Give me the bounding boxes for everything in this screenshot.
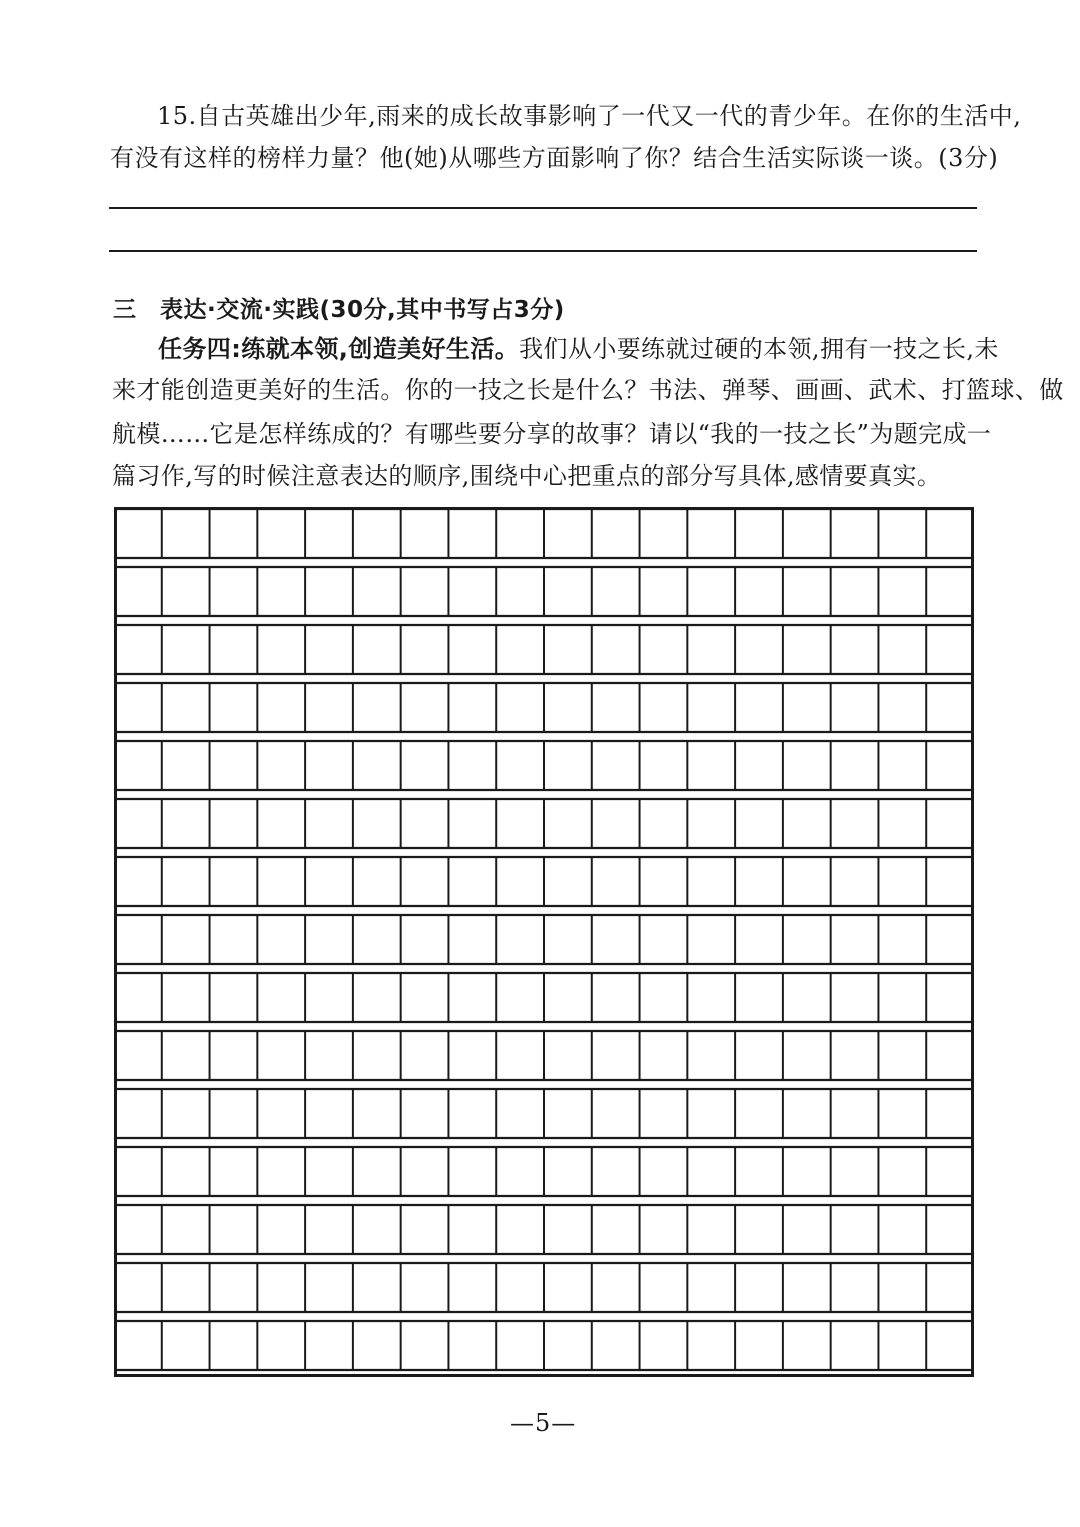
composition-writing-grid[interactable] [114,507,974,1377]
task-4-heading: 任务四:练就本领,创造美好生活。 [158,335,520,363]
grid-row[interactable] [114,683,974,732]
grid-row[interactable] [114,915,974,964]
grid-row[interactable] [114,857,974,906]
task-4-line-4: 篇习作,写的时候注意表达的顺序,围绕中心把重点的部分写具体,感情要真实。 [112,462,942,490]
task-4-line-3: 航模……它是怎样练成的？有哪些要分享的故事？请以“我的一技之长”为题完成一 [112,420,992,448]
grid-row[interactable] [114,1089,974,1138]
grid-row[interactable] [114,1263,974,1312]
page-number: —5— [510,1409,577,1437]
grid-row[interactable] [114,509,974,558]
grid-row[interactable] [114,1031,974,1080]
grid-row[interactable] [114,625,974,674]
grid-row[interactable] [114,741,974,790]
task-4-line-2: 来才能创造更美好的生活。你的一技之长是什么？书法、弹琴、画画、武术、打篮球、做 [112,376,1064,404]
question-15-line-2: 有没有这样的榜样力量？他(她)从哪些方面影响了你？结合生活实际谈一谈。(3分) [110,144,999,172]
answer-line-2[interactable] [109,250,977,252]
grid-row[interactable] [114,1147,974,1196]
grid-row[interactable] [114,799,974,848]
section-number: 三 [113,297,137,323]
grid-row[interactable] [114,1205,974,1254]
task-4-line-1 [158,334,999,364]
grid-row[interactable] [114,973,974,1022]
grid-row[interactable] [114,1321,974,1370]
answer-line-1[interactable] [109,207,977,209]
grid-row[interactable] [114,567,974,616]
question-15-line-1: 15.自古英雄出少年,雨来的成长故事影响了一代又一代的青少年。在你的生活中, [157,102,1022,130]
section-title: 表达·交流·实践(30分,其中书写占3分) [160,297,565,323]
task-4-line-1-text: 我们从小要练就过硬的本领,拥有一技之长,未 [519,335,999,363]
